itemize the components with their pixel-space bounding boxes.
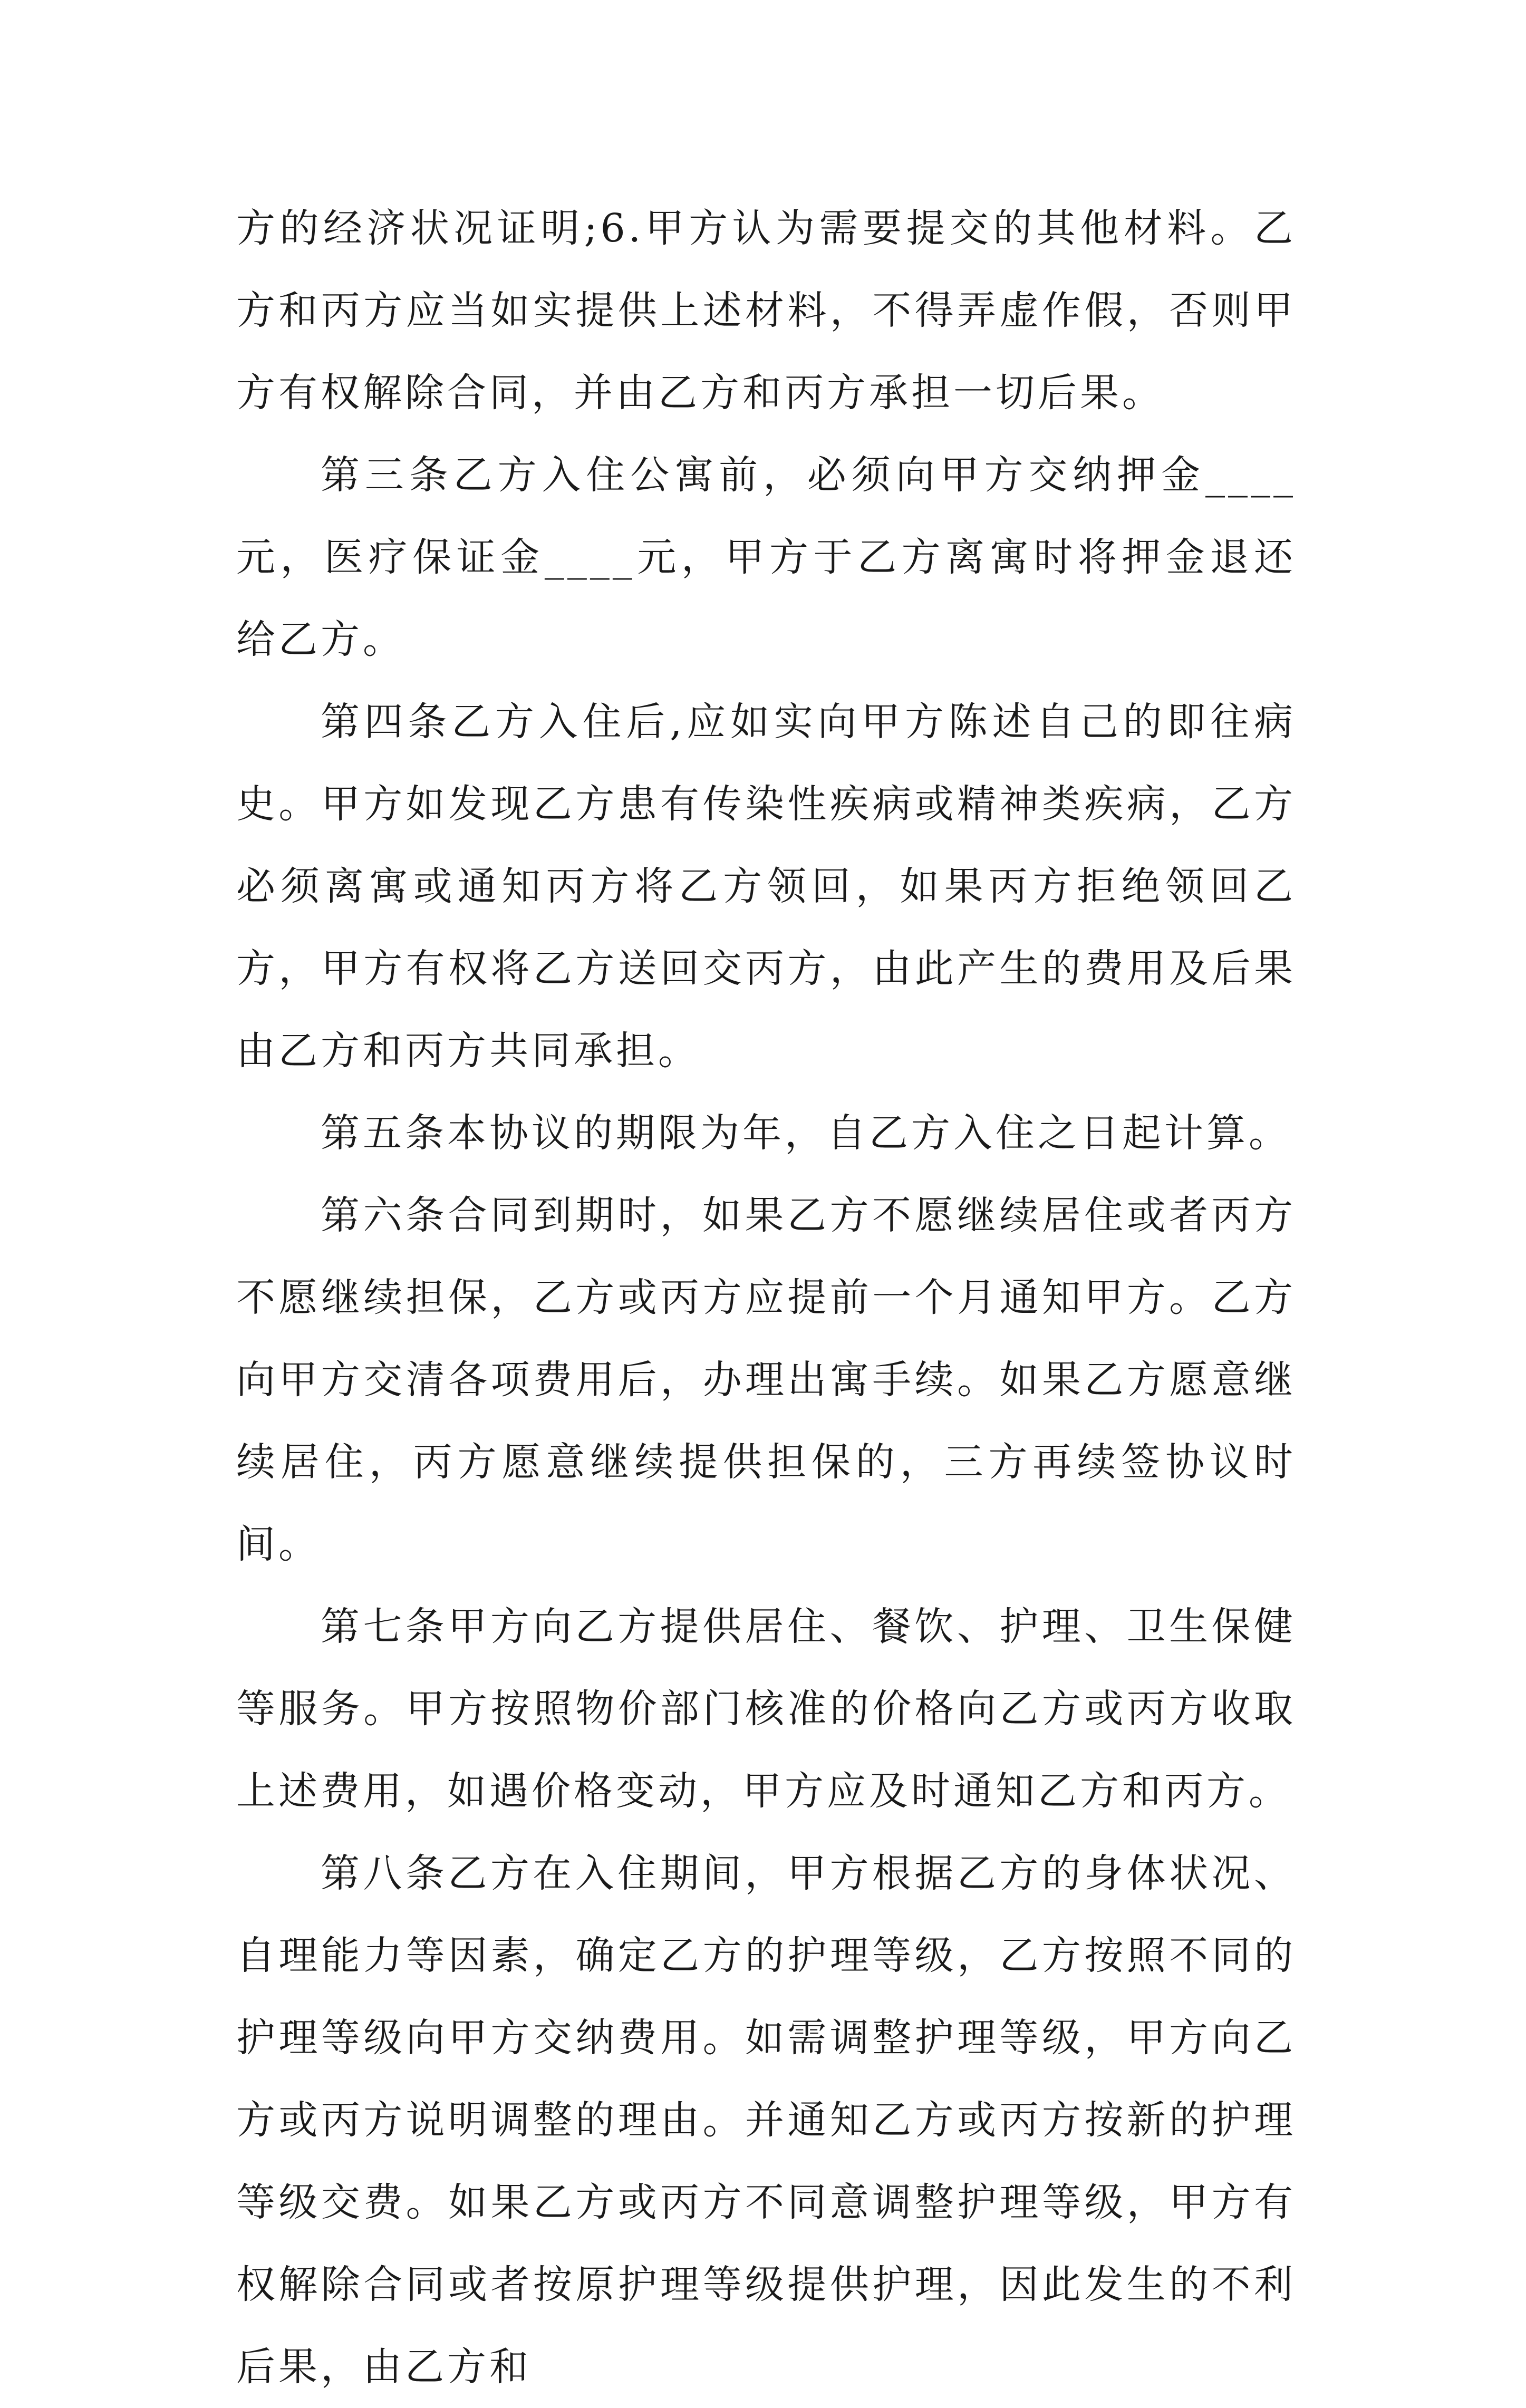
paragraph-article-8: 第八条乙方在入住期间，甲方根据乙方的身体状况、自理能力等因素，确定乙方的护理等级，乙方按照不同的护理等级向甲方交纳费用。如需调整护理等级，甲方向乙方或丙方说明调整的理由。并通知乙方或丙方按新的护理等级交费。如果乙方或丙方不同意调整护理等级，甲方有权解除合同或者按原护理等级提供护理，因此发生的不利后果，由乙方和 (236, 1851, 1296, 2390)
paragraph-continuation: 方的经济状况证明;6.甲方认为需要提交的其他材料。乙方和丙方应当如实提供上述材料，不得弄虚作假，否则甲方有权解除合同，并由乙方和丙方承担一切后果。 (236, 206, 1296, 415)
paragraph-article-6: 第六条合同到期时，如果乙方不愿继续居住或者丙方不愿继续担保，乙方或丙方应提前一个月通知甲方。乙方向甲方交清各项费用后，办理出寓手续。如果乙方愿意继续居住，丙方愿意继续提供担保的，三方再续签协议时间。 (236, 1193, 1296, 1567)
paragraph-article-7: 第七条甲方向乙方提供居住、餐饮、护理、卫生保健等服务。甲方按照物价部门核准的价格向乙方或丙方收取上述费用，如遇价格变动，甲方应及时通知乙方和丙方。 (236, 1604, 1296, 1814)
paragraph-article-3: 第三条乙方入住公寓前，必须向甲方交纳押金____元，医疗保证金____元，甲方于乙方离寓时将押金退还给乙方。 (236, 452, 1296, 662)
paragraph-article-4: 第四条乙方入住后,应如实向甲方陈述自己的即往病史。甲方如发现乙方患有传染性疾病或精神类疾病，乙方必须离寓或通知丙方将乙方领回，如果丙方拒绝领回乙方，甲方有权将乙方送回交丙方，由此产生的费用及后果由乙方和丙方共同承担。 (236, 699, 1296, 1074)
document-body (236, 187, 1296, 2408)
paragraph-article-5: 第五条本协议的期限为年，自乙方入住之日起计算。 (321, 1110, 1291, 1156)
